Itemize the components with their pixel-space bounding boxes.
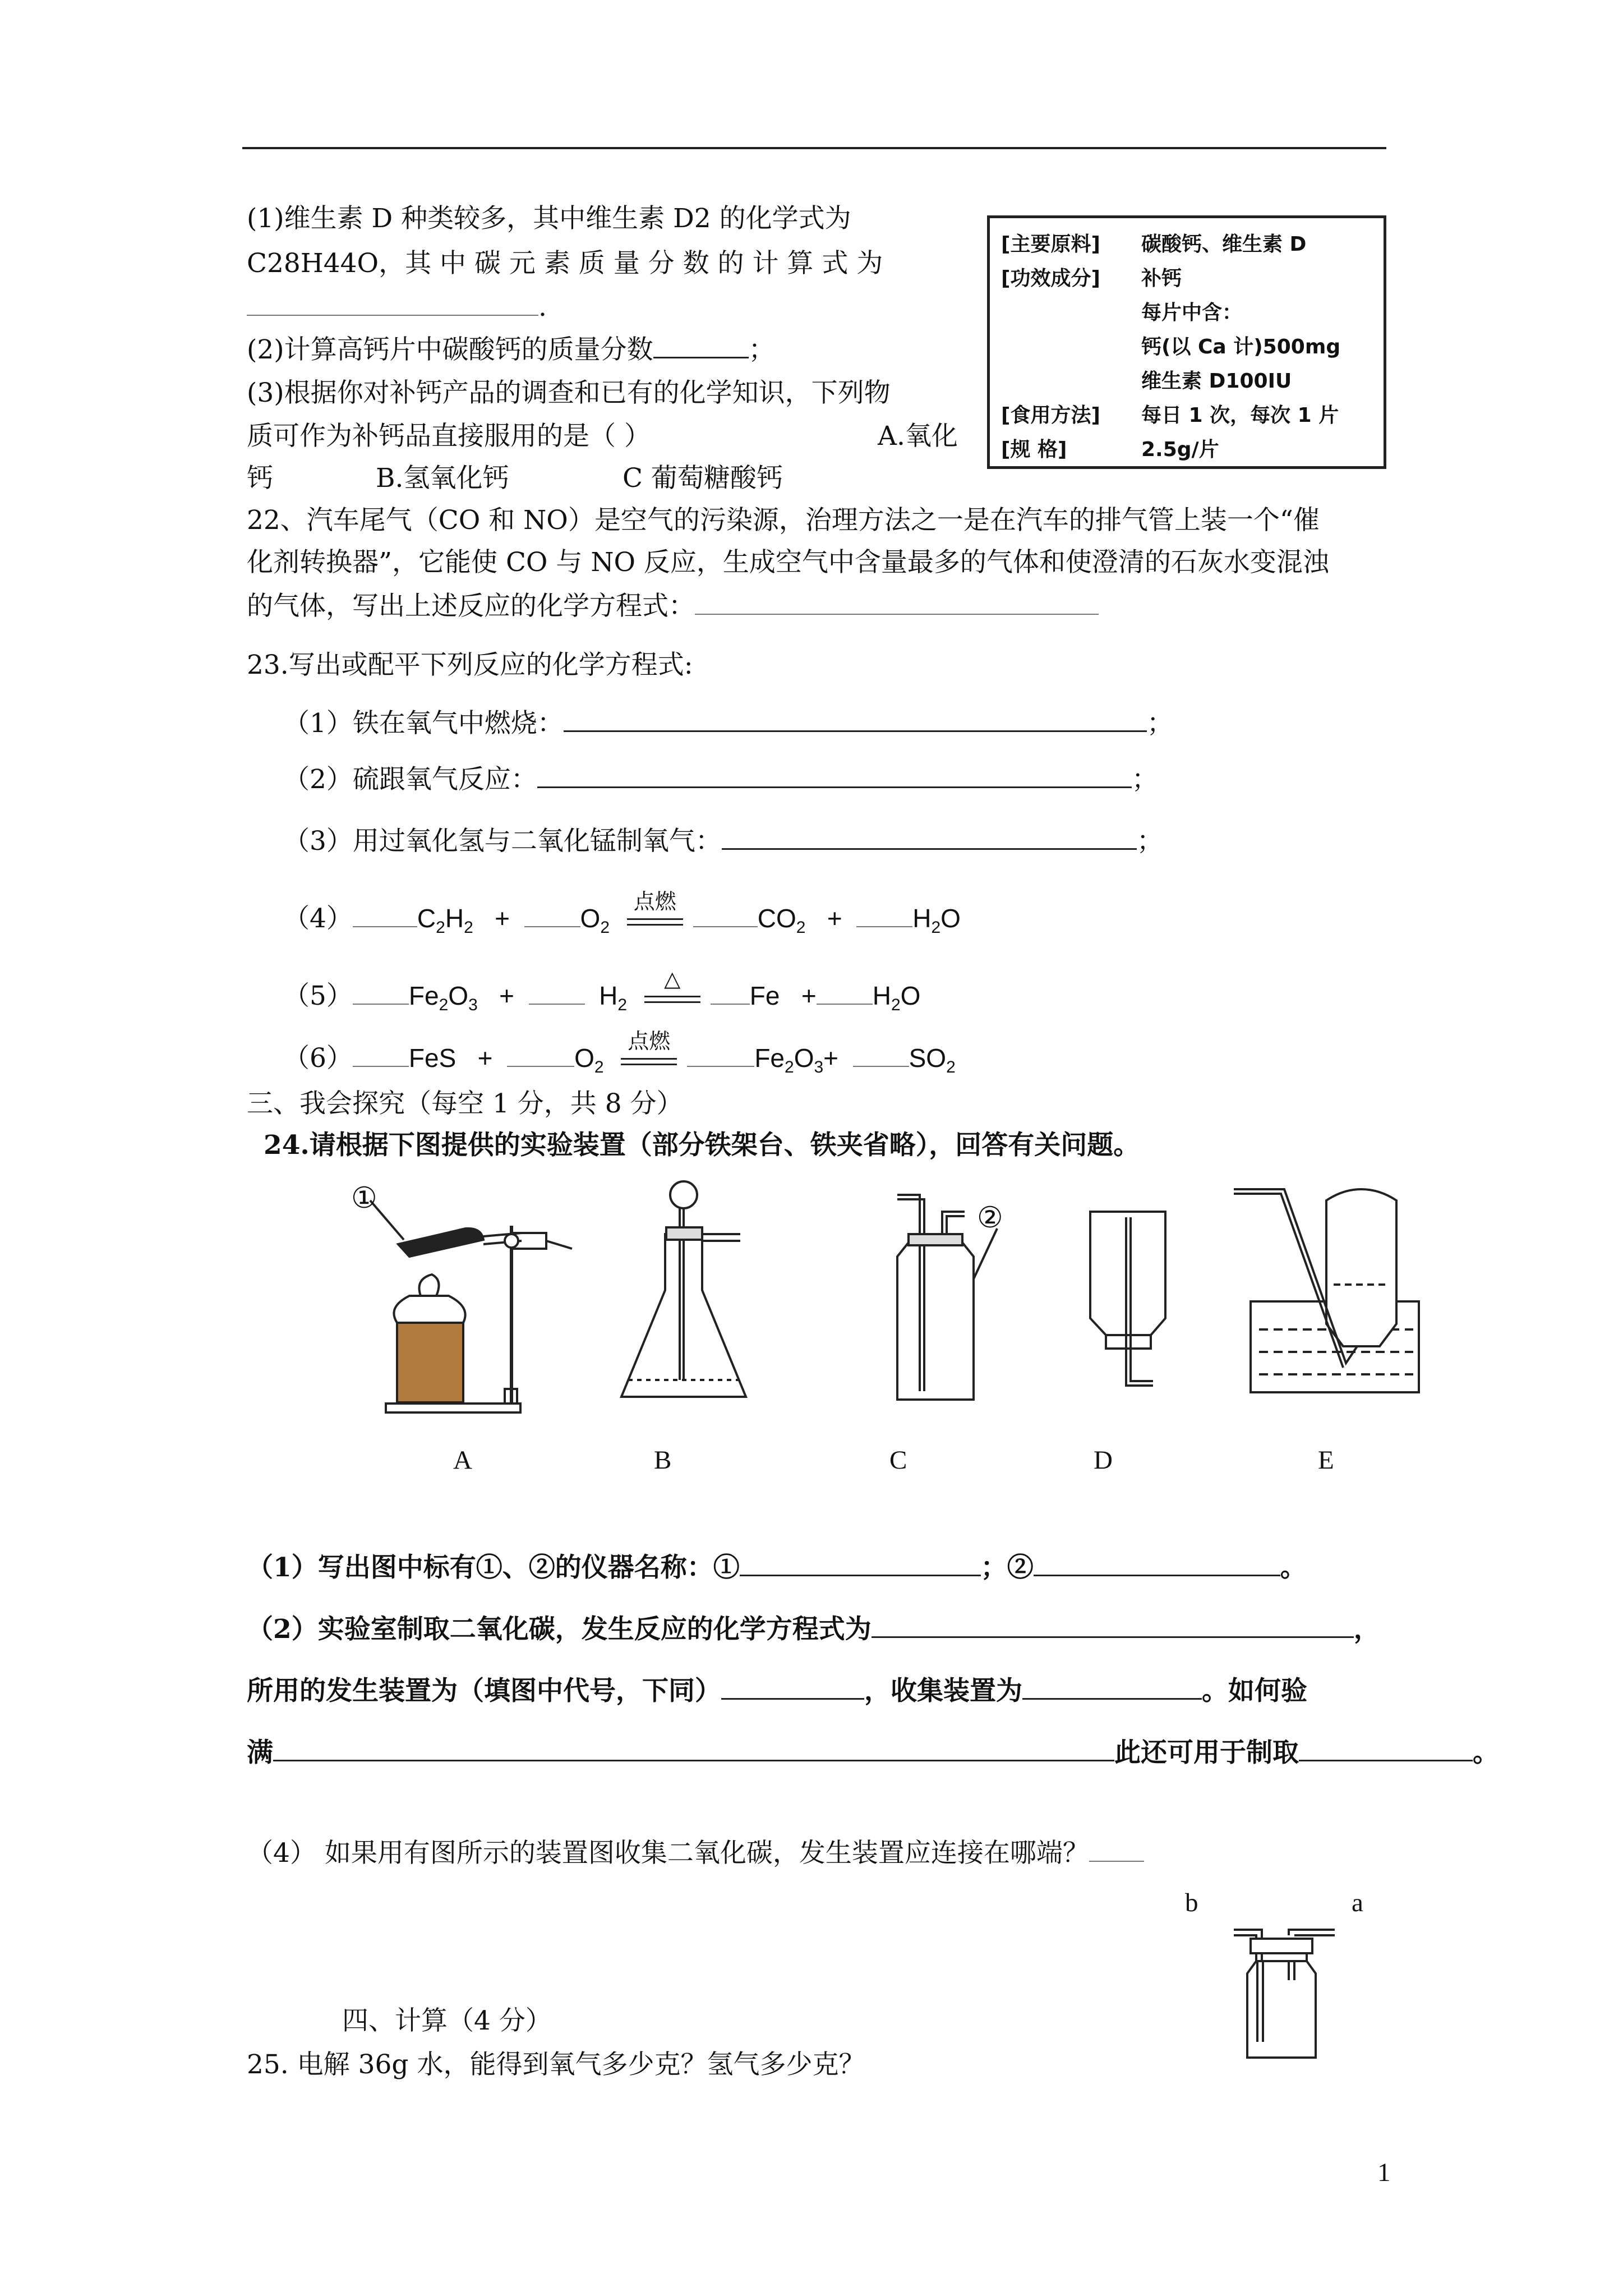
port-a-label: a	[1352, 1888, 1363, 1917]
coef-blank[interactable]	[507, 1041, 574, 1067]
q21-line1: (1)维生素 D 种类较多，其中维生素 D2 的化学式为	[247, 203, 851, 234]
answer-blank[interactable]	[1089, 1836, 1144, 1862]
answer-blank[interactable]	[247, 290, 538, 316]
apparatus-label-b: B	[654, 1446, 672, 1475]
q23-item2: （2）硫跟氧气反应： ；	[283, 762, 1158, 797]
coef-blank[interactable]	[856, 901, 912, 927]
reaction-arrow: 点燃	[621, 1043, 677, 1077]
answer-blank[interactable]	[537, 762, 1132, 788]
port-b-label: b	[1185, 1888, 1198, 1917]
answer-blank[interactable]	[872, 1612, 1354, 1638]
marker-2: ②	[977, 1201, 1003, 1235]
coef-blank[interactable]	[524, 901, 580, 927]
answer-blank[interactable]	[1022, 1673, 1202, 1700]
label-row: 每片中含：	[1141, 301, 1243, 324]
q21-line2: C28H44O，其 中 碳 元 素 质 量 分 数 的 计 算 式 为	[247, 248, 883, 279]
reaction-arrow: △	[644, 981, 700, 1015]
option-b: B.氢氧化钙	[376, 463, 509, 494]
coef-blank[interactable]	[353, 901, 417, 927]
equation-5: （5） $Fe_2O_3$ + $H_2$ △ Fe + $H_2O$	[283, 966, 921, 1015]
apparatus-label-d: D	[1094, 1446, 1113, 1475]
collection-bottle-diagram	[1223, 1907, 1357, 2064]
q21-line3: .	[247, 290, 547, 324]
option-a-part1: A.氧化	[878, 421, 958, 452]
answer-blank[interactable]	[653, 332, 749, 358]
equation-6: （6） FeS + $O_2$ 点燃 $Fe_2O_3+ SO_2$	[283, 1028, 956, 1077]
q24-part2-line2: 所用的发生装置为（填图中代号，下同） ，收集装置为 。如何验	[247, 1673, 1307, 1708]
label-row: [食用方法] 每日 1 次，每次 1 片	[1001, 404, 1339, 427]
apparatus-label-e: E	[1318, 1446, 1334, 1475]
q21-line5: (3)根据你对补钙产品的调查和已有的化学知识，下列物	[247, 378, 891, 408]
coef-blank[interactable]	[693, 901, 758, 927]
apparatus-label-a: A	[453, 1446, 472, 1475]
q24-part2-line1: （2）实验室制取二氧化碳，发生反应的化学方程式为 ，	[247, 1612, 1380, 1646]
q24-title: 24.请根据下图提供的实验装置（部分铁架台、铁夹省略），回答有关问题。	[264, 1130, 1140, 1161]
q21-line6: 质可作为补钙品直接服用的是（ ）	[247, 421, 651, 452]
coef-blank[interactable]	[711, 979, 750, 1005]
label-row: [功效成分] 补钙	[1001, 267, 1182, 290]
answer-blank[interactable]	[695, 589, 1099, 615]
coef-blank[interactable]	[817, 979, 873, 1005]
option-a-part2: 钙	[247, 463, 273, 494]
equation-4: （4） $C_2H_2$ + $O_2$ 点燃 $CO_2$ + $H_2O$	[283, 889, 961, 937]
answer-blank[interactable]	[1034, 1550, 1280, 1576]
section-3-heading: 三、我会探究（每空 1 分，共 8 分）	[247, 1088, 683, 1119]
q22-line2: 化剂转换器”，它能使 CO 与 NO 反应，生成空气中含量最多的气体和使澄清的石灰水变混浊	[247, 547, 1329, 578]
answer-blank[interactable]	[740, 1550, 981, 1576]
apparatus-label-c: C	[889, 1446, 907, 1475]
q23-title: 23.写出或配平下列反应的化学方程式:	[247, 650, 693, 680]
coef-blank[interactable]	[529, 979, 585, 1005]
coef-blank[interactable]	[687, 1041, 754, 1067]
q24-part1: （1）写出图中标有①、②的仪器名称：① ；② 。	[247, 1550, 1307, 1585]
apparatus-figure	[336, 1178, 1436, 1492]
q24-part4: （4） 如果用有图所示的装置图收集二氧化碳，发生装置应连接在哪端？	[247, 1836, 1144, 1870]
q21-line4: (2)计算高钙片中碳酸钙的质量分数 ；	[247, 332, 775, 367]
q23-item1: （1）铁在氧气中燃烧： ；	[283, 706, 1173, 740]
q22-line3: 的气体，写出上述反应的化学方程式：	[247, 589, 1099, 623]
coef-blank[interactable]	[853, 1041, 909, 1067]
marker-1: ①	[351, 1181, 377, 1215]
reaction-arrow: 点燃	[627, 904, 683, 937]
q24-part2-line3: 满 此还可用于制取 。	[247, 1735, 1499, 1770]
supplement-label-box	[987, 215, 1386, 469]
q23-item3: （3）用过氧化氢与二氧化锰制氧气： ；	[283, 823, 1163, 858]
option-c: C 葡萄糖酸钙	[623, 463, 783, 494]
answer-blank[interactable]	[1299, 1735, 1473, 1761]
coef-blank[interactable]	[353, 1041, 409, 1067]
page-number: 1	[1377, 2158, 1391, 2187]
label-row: [规 格] 2.5g/片	[1001, 438, 1219, 461]
label-row: 维生素 D100IU	[1141, 370, 1292, 393]
answer-blank[interactable]	[273, 1735, 1114, 1761]
answer-blank[interactable]	[564, 706, 1147, 732]
label-row: 钙(以 Ca 计)500mg	[1141, 335, 1341, 358]
q22-line1: 22、汽车尾气（CO 和 NO）是空气的污染源，治理方法之一是在汽车的排气管上装一个“催	[247, 505, 1320, 536]
answer-blank[interactable]	[722, 823, 1137, 850]
coef-blank[interactable]	[353, 979, 409, 1005]
q25: 25. 电解 36g 水，能得到氧气多少克？氢气多少克？	[247, 2049, 865, 2080]
answer-blank[interactable]	[721, 1673, 864, 1700]
label-row: [主要原料] 碳酸钙、维生素 D	[1001, 233, 1307, 256]
section-4-heading: 四、计算（4 分）	[342, 2005, 552, 2036]
header-rule	[242, 147, 1386, 149]
